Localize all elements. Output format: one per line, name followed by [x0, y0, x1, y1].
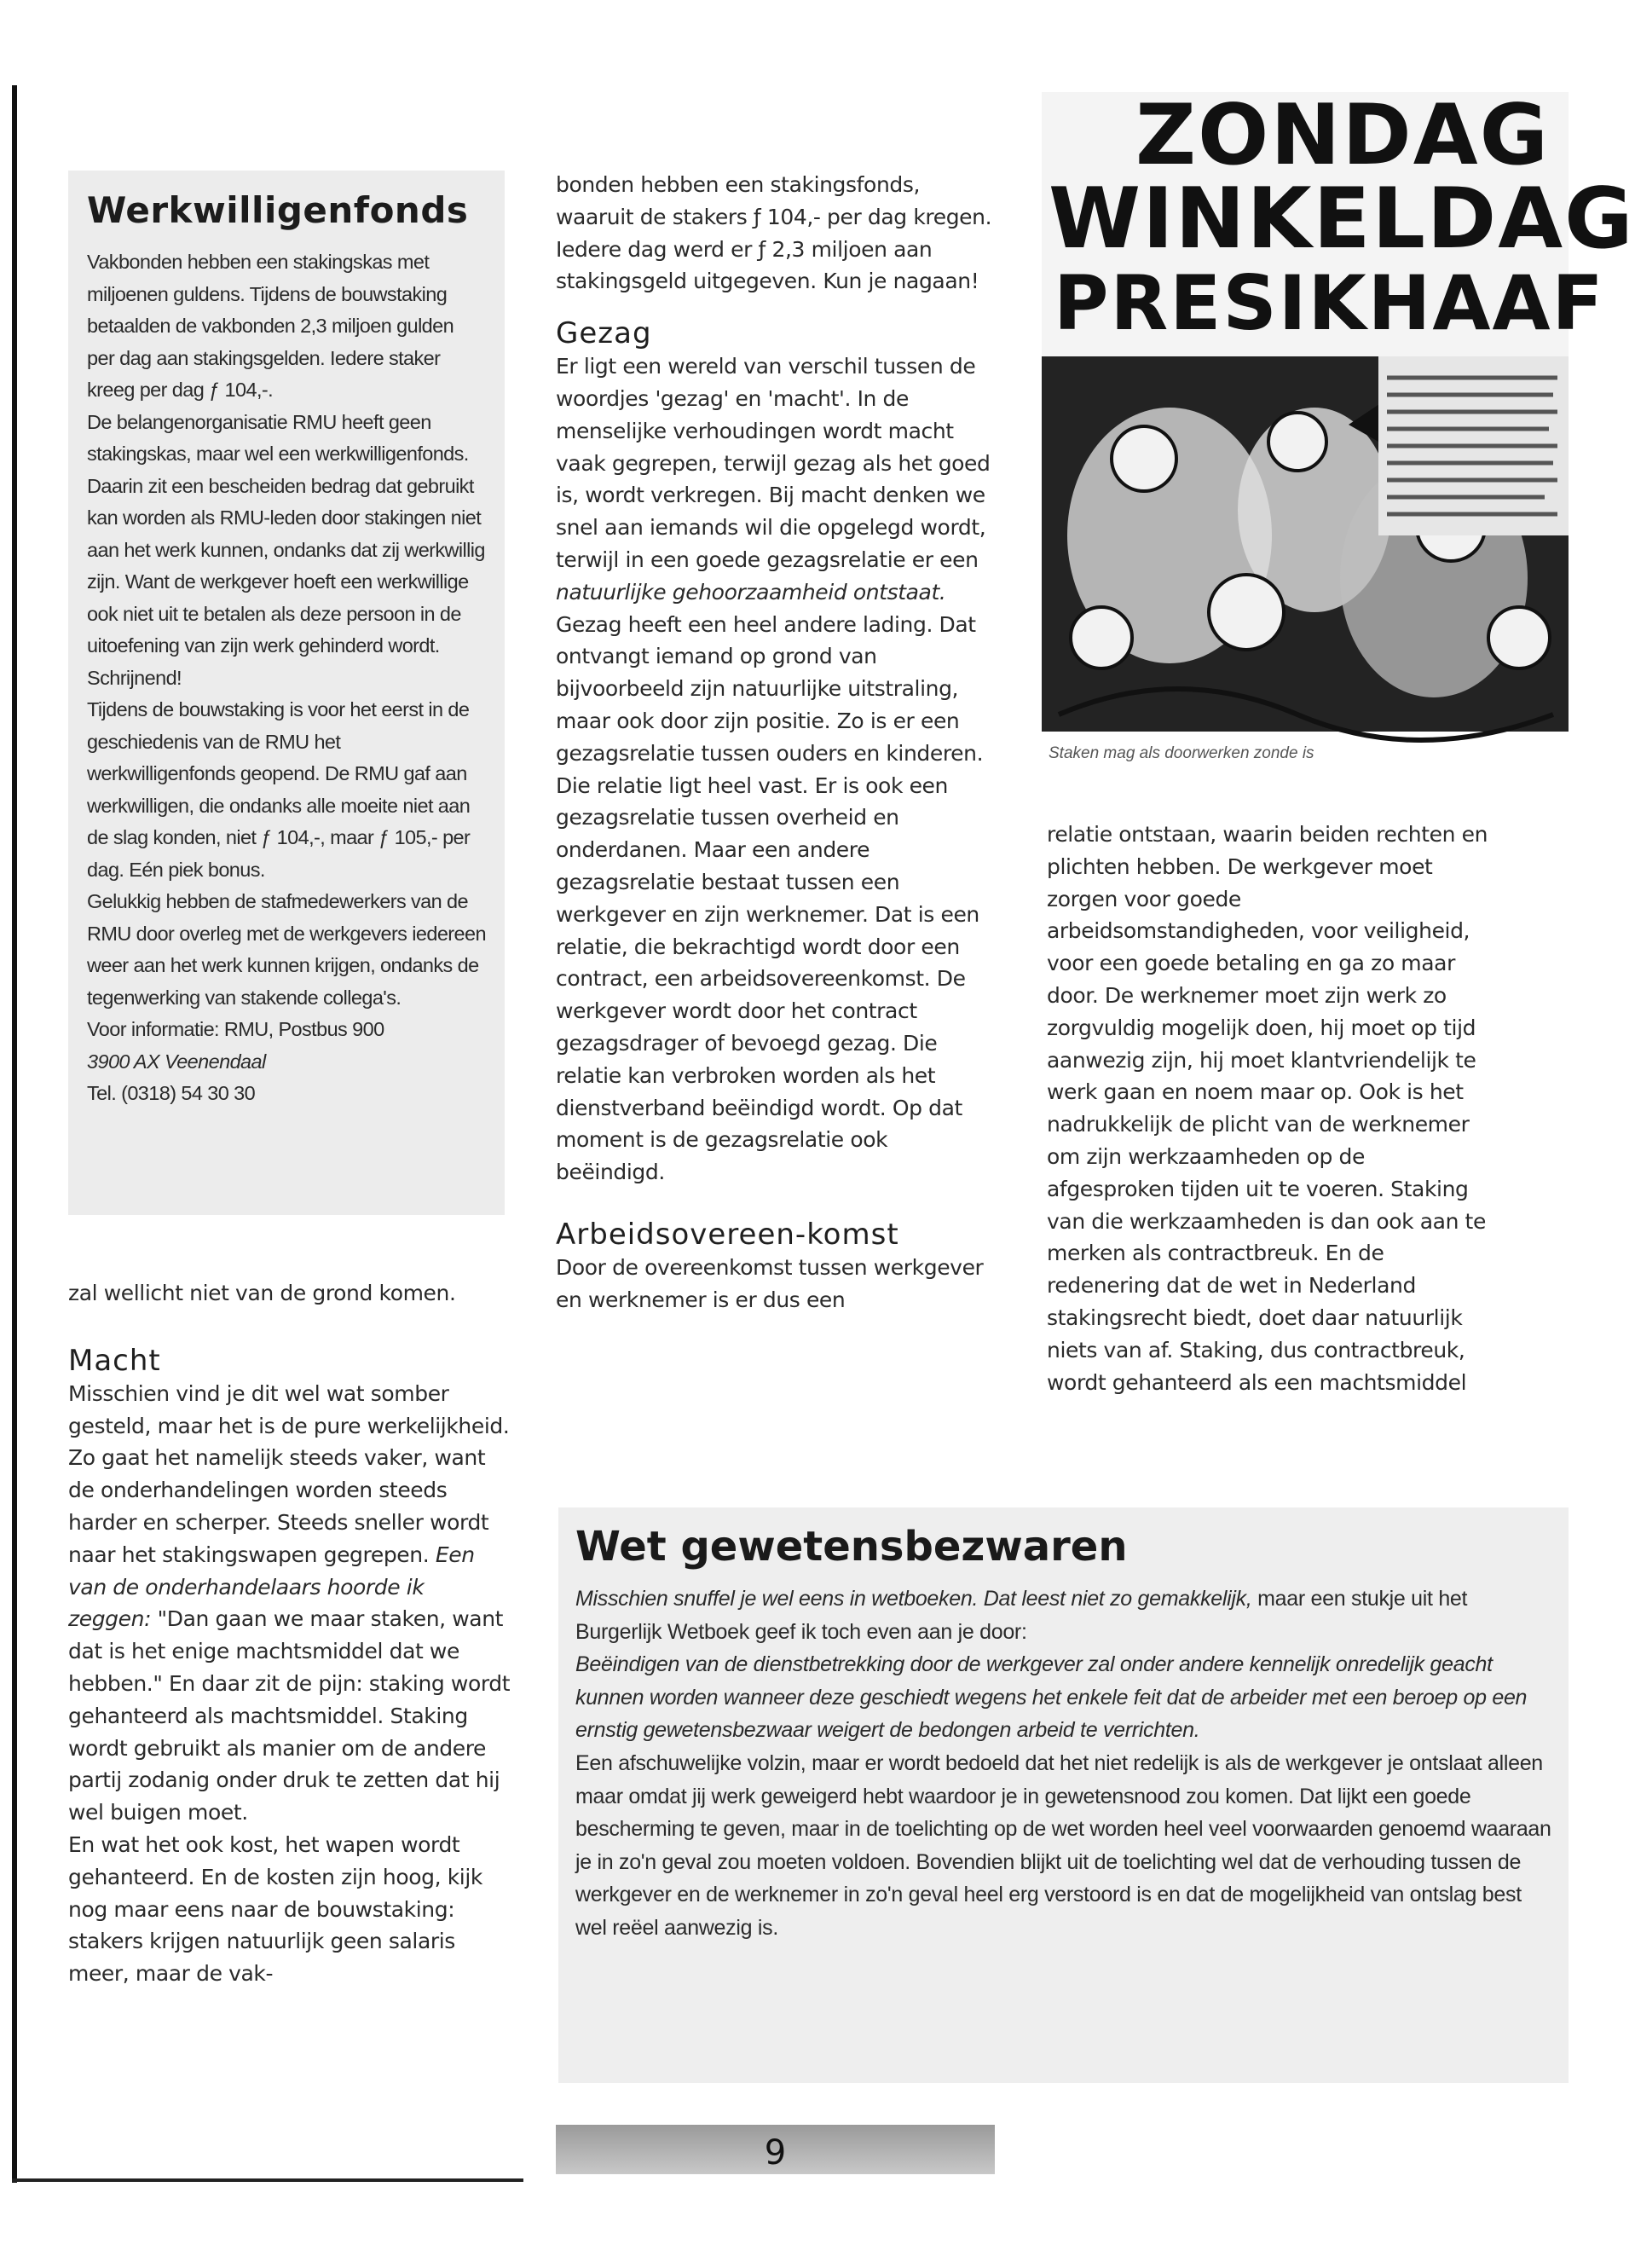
macht-text: "Dan gaan we maar staken, want dat is het enige machtsmiddel dat we hebben." En daar zit de pijn: staking wordt gehanteerd als machtsmiddel. Staking wordt gebruikt als manier om de andere partij zodanig onder druk te zetten dat hij wel buigen moet. — [68, 1606, 511, 1825]
column-middle-intro: bonden hebben een stakingsfonds, waaruit de stakers ƒ 104,- per dag kregen. Iedere dag werd er ƒ 2,3 miljoen aan stakingsgeld uitgegeven. Kun je nagaan! — [556, 172, 992, 294]
headline-line-1: ZONDAG — [1135, 87, 1551, 184]
headline-line-2: WINKELDAG — [1049, 171, 1635, 268]
sidebar-contact: Tel. (0318) 54 30 30 — [87, 1082, 256, 1104]
sidebar-paragraph: Gelukkig hebben de stafmedewerkers van de RMU door overleg met de werkgevers iedereen weer aan het werk kunnen krijgen, ondanks de tegenwerking van stakende collega's. — [87, 890, 486, 1009]
column-left — [68, 1277, 511, 1990]
sidebar-paragraph: De belangenorganisatie RMU heeft geen stakingskas, maar wel een werkwilligenfonds. Daarin zit een bescheiden bedrag dat gebruikt kan worden als RMU-leden door stakingen niet aan het werk kunnen, ondanks dat zij werkwillig zijn. Want de werkgever hoeft een werkwillige ook niet uit te betalen als deze persoon in de uitoefening van zijn werk gehinderd wordt. Schrijnend! — [87, 410, 485, 689]
page-number-bar — [556, 2125, 995, 2174]
column-right-paragraph: relatie ontstaan, waarin beiden rechten en plichten hebben. De werkgever moet zorgen voor goede arbeidsomstandigheden, voor veiligheid, voor een goede betaling en ga zo maar door. De werknemer moet zijn werk zo zorgvuldig mogelijk doen, hij moet op tijd aanwezig zijn, hij moet klantvriendelijk te werk gaan en noem maar op. Ook is het nadrukkelijk de plicht van de werknemer om zijn werkzaamheden op de afgesproken tijden uit te voeren. Staking van die werkzaamheden is dan ook aan te merken als contractbreuk. En de redenering dat de wet in Nederland stakingsrecht biedt, doet daar natuurlijk niets van af. Staking, dus contractbreuk, wordt gehanteerd als een machtsmiddel — [1047, 822, 1488, 1395]
bottom-body: Een afschuwelijke volzin, maar er wordt bedoeld dat het niet redelijk is als de werkgever je ontslaat alleen maar omdat jij werk geweigerd hebt waardoor je in gewetensnood zou komen. Dat lijkt een goede bescherming te geven, maar in de toelichting op de wet worden heel veel voorwaarden genoemd waaraan je in zo'n geval zou moeten voldoen. Bovendien blijkt uit de toelichting wel dat de verhouding tussen de werkgever en de werknemer in zo'n geval heel erg verstoord is en dat de mogelijkheid van ontslag best wel reëel aanwezig is. — [575, 1750, 1551, 1940]
page-number: 9 — [764, 2133, 787, 2173]
sidebar-title: Werkwilligenfonds — [87, 189, 469, 231]
werkwilligenfonds-box — [68, 171, 505, 1215]
clipping-headline — [1042, 87, 1635, 356]
macht-paragraph — [68, 1378, 511, 1829]
sidebar-contact: Voor informatie: RMU, Postbus 900 — [87, 1018, 384, 1040]
column-middle — [556, 169, 999, 1316]
arbeid-paragraph: Door de overeenkomst tussen werkgever en werknemer is er dus een — [556, 1254, 984, 1312]
sidebar-contact: 3900 AX Veenendaal — [87, 1050, 266, 1073]
macht-text-italic: Een van de onderhandelaars hoorde ik zeggen: — [68, 1542, 475, 1632]
column-right — [1047, 819, 1490, 1398]
sidebar-paragraph: Vakbonden hebben een stakingskas met miljoenen guldens. Tijdens de bouwstaking betaalden de vakbonden 2,3 miljoen gulden per dag aan stakingsgelden. Iedere staker kreeg per dag ƒ 104,-. — [87, 251, 454, 401]
bottom-box-title: Wet gewetensbezwaren — [575, 1523, 1128, 1571]
law-quote: Beëindigen van de dienstbetrekking door de werkgever zal onder andere kennelijk onredelijk geacht kunnen worden wanneer deze geschiedt wegens het enkele feit dat de arbeider met een beroep op een ernstig gewetensbezwaar weigert de bedongen arbeid te verrichten. — [575, 1652, 1528, 1743]
gezag-text: Gezag heeft een heel andere lading. Dat ontvangt iemand op grond van bijvoorbeeld zijn natuurlijke uitstraling, maar ook door zijn positie. Zo is er een gezagsrelatie tussen ouders en kinderen. Die relatie ligt heel vast. Er is ook een gezagsrelatie tussen overheid en onderdanen. Maar een andere gezagsrelatie bestaat tussen een werkgever en zijn werknemer. Dat is een relatie, die bekrachtigd wordt door een contract, een arbeidsovereenkomst. De werkgever wordt door het contract gezagsdrager of bevoegd gezag. Die relatie kan verbroken worden als het dienstverband beëindigd wordt. Op dat moment is de gezagsrelatie ook beëindigd. — [556, 611, 984, 1185]
bottom-intro-italic: Misschien snuffel je wel eens in wetboeken. Dat leest niet zo gemakkelijk, — [575, 1587, 1252, 1611]
heading-gezag: Gezag — [556, 316, 652, 351]
cartoon-illustration — [1042, 356, 1569, 732]
wet-gewetensbezwaren-box — [558, 1507, 1569, 2083]
macht-text: Misschien vind je dit wel wat somber gesteld, maar het is de pure werkelijkheid. Zo gaat het namelijk steeds vaker, want de onderhandelingen worden steeds harder en scherper. Steeds sneller wordt naar het stakingswapen gegrepen. — [68, 1380, 510, 1567]
headline-line-3: PRESIKHAAF — [1054, 259, 1605, 347]
gezag-text-italic: natuurlijke gehoorzaamheid ontstaat. — [556, 579, 946, 605]
bottom-intro — [575, 1582, 1551, 1648]
left-margin-bar — [12, 85, 17, 2183]
gezag-paragraph — [556, 350, 999, 1189]
photo-caption: Staken mag als doorwerken zonde is — [1049, 744, 1314, 762]
column-left-intro: zal wellicht niet van de grond komen. — [68, 1281, 456, 1305]
heading-arbeidsovereenkomst: Arbeidsovereen-komst — [556, 1217, 899, 1252]
bottom-rule — [12, 2178, 523, 2182]
newspaper-clipping-photo — [1042, 87, 1635, 732]
gezag-text: Er ligt een wereld van verschil tussen de woordjes 'gezag' en 'macht'. In de menselijke verhoudingen wordt macht vaak gegrepen, terwijl gezag als het goed is, wordt verkregen. Bij macht denken we snel aan iemands wil die opgelegd wordt, terwijl in een goede gezagsrelatie er een — [556, 354, 991, 572]
heading-macht: Macht — [68, 1343, 161, 1378]
bottom-intro-text: maar een stukje uit het Burgerlijk Wetboek geef ik toch even aan je door: — [575, 1587, 1468, 1644]
sidebar-paragraph: Tijdens de bouwstaking is voor het eerst in de geschiedenis van de RMU het werkwilligenfonds geopend. De RMU gaf aan werkwilligen, die ondanks alle moeite niet aan de slag konden, niet ƒ 104,-, maar ƒ 105,- per dag. Eén piek bonus. — [87, 698, 471, 881]
macht-paragraph-2: En wat het ook kost, het wapen wordt gehanteerd. En de kosten zijn hoog, kijk nog maar eens naar de bouwstaking: stakers krijgen natuurlijk geen salaris meer, maar de vak- — [68, 1831, 482, 1987]
